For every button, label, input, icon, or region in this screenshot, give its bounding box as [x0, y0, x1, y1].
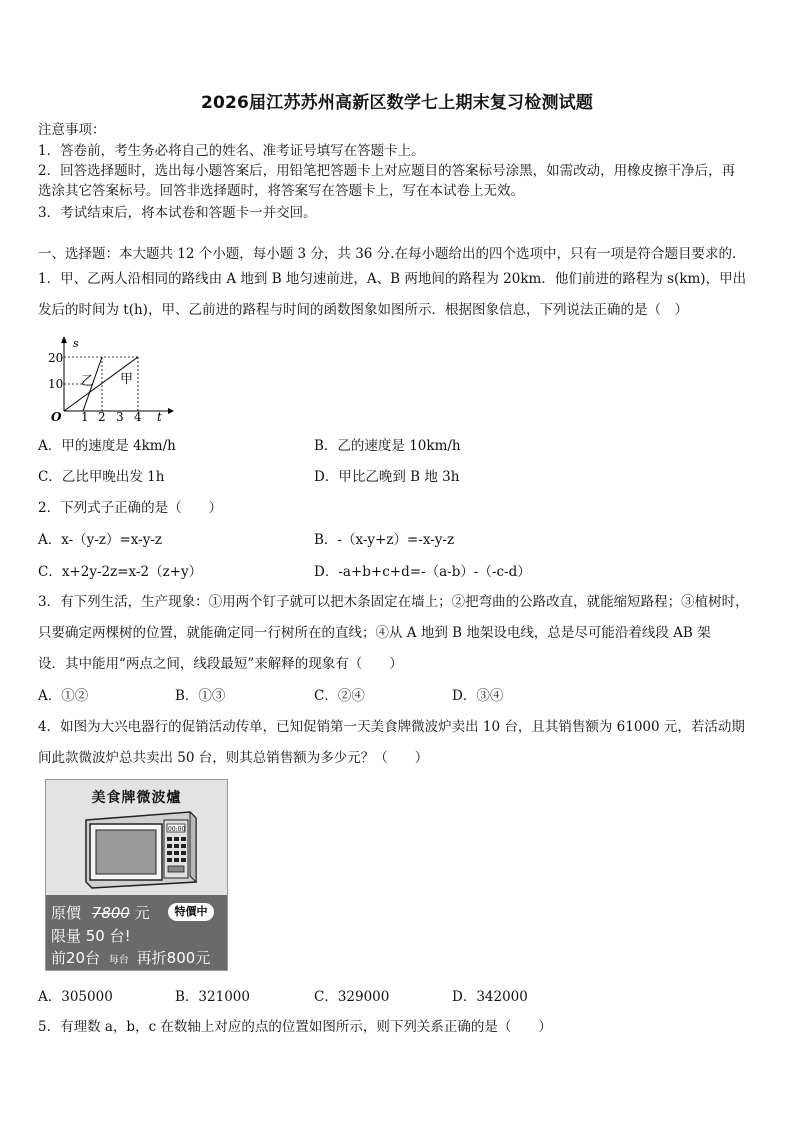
section-heading: 一、选择题：本大题共 12 个小题，每小题 3 分，共 36 分.在每小题给出的四个选项中，只有一项是符合题目要求的.: [38, 246, 737, 262]
price-label: 原價: [51, 904, 82, 922]
flyer-limit: 限量 50 台!: [51, 927, 131, 945]
q3-option-a: A．①②: [38, 688, 89, 704]
x-tick-2: 2: [98, 410, 106, 424]
notice-item-2-cont: 选涂其它答案标号。回答非选择题时，将答案写在答题卡上，写在本试卷上无效。: [38, 183, 524, 199]
q3-stem-line2: 只要确定两棵树的位置，就能确定同一行树所在的直线；④从 A 地到 B 地架设电线，总是尽可能沿着线段 AB 架: [38, 625, 711, 641]
q2-option-d: D．-a+b+c+d=-（a-b）-（-c-d）: [314, 564, 531, 580]
q3-stem-line3: 设．其中能用“两点之间，线段最短”来解释的现象有（ ）: [38, 656, 403, 672]
q1-option-d: D．甲比乙晚到 B 地 3h: [314, 469, 460, 485]
q2-option-a: A．x-（y-z）=x-y-z: [38, 532, 163, 548]
promo-flyer-image: [45, 779, 228, 971]
flyer-offer: [51, 947, 210, 968]
q3-option-d: D．③④: [452, 688, 504, 704]
q1-option-c: C．乙比甲晚出发 1h: [38, 469, 165, 485]
q2-stem: 2．下列式子正确的是（ ）: [38, 500, 223, 516]
x-axis-label: t: [157, 410, 162, 424]
price-unit: 元: [134, 904, 150, 922]
x-tick-1: 1: [81, 410, 89, 424]
q4-stem-line1: 4．如图为大兴电器行的促销活动传单，已知促销第一天美食牌微波炉卖出 10 台，且其销售额为 61000 元，若活动期: [38, 719, 745, 735]
y-axis-label: s: [73, 337, 79, 350]
q1-stem-line2: 发后的时间为 t(h)，甲、乙前进的路程与时间的函数图象如图所示．根据图象信息，下列说法正确的是（ ）: [38, 302, 688, 318]
q1-option-b: B．乙的速度是 10km/h: [314, 438, 461, 454]
q2-option-b: B．-（x-y+z）=-x-y-z: [314, 532, 455, 548]
line-yi-label: 乙: [81, 374, 95, 389]
notice-item-1: 1．答卷前，考生务必将自己的姓名、准考证号填写在答题卡上。: [38, 143, 425, 159]
flyer-title: 美食牌微波爐: [91, 790, 182, 806]
line-jia-label: 甲: [120, 372, 134, 387]
q1-function-graph: [40, 333, 175, 425]
q4-stem-line2: 间此款微波炉总共卖出 50 台，则其总销售额为多少元？（ ）: [38, 750, 429, 766]
flyer-original-price: [51, 902, 150, 923]
notice-item-2: 2．回答选择题时，选出每小题答案后，用铅笔把答题卡上对应题目的答案标号涂黑，如需改动，用橡皮擦干净后，再: [38, 163, 736, 179]
special-price-badge: 特價中: [168, 903, 214, 921]
q3-option-b: B．①③: [175, 688, 226, 704]
q2-option-c: C．x+2y-2z=x-2（z+y）: [38, 564, 203, 580]
q4-option-b: B．321000: [175, 989, 250, 1005]
offer-first-20: 前20台: [51, 949, 101, 967]
q4-option-c: C．329000: [314, 989, 390, 1005]
flyer-price-panel: [46, 895, 227, 970]
x-tick-4: 4: [134, 410, 142, 424]
q4-option-d: D．342000: [452, 989, 528, 1005]
q3-stem-line1: 3．有下列生活，生产现象：①用两个钉子就可以把木条固定在墙上；②把弯曲的公路改直，就能缩短路程；③植树时，: [38, 594, 749, 610]
x-axis-arrow: [168, 408, 174, 414]
offer-each: 每台: [108, 955, 129, 966]
page-title: 2026届江苏苏州高新区数学七上期末复习检测试题: [200, 93, 594, 113]
q3-option-c: C．②④: [314, 688, 365, 704]
q1-stem-line1: 1．甲、乙两人沿相同的路线由 A 地到 B 地匀速前进，A、B 两地间的路程为 20km．他们前进的路程为 s(km)，甲出: [38, 271, 747, 287]
offer-discount: 再折800元: [136, 949, 211, 967]
origin-label: O: [51, 410, 62, 424]
x-tick-3: 3: [116, 410, 124, 424]
flyer-top-panel: [46, 780, 227, 895]
price-value: 7800: [91, 904, 130, 922]
y-tick-20: 20: [48, 351, 64, 365]
q1-option-a: A．甲的速度是 4km/h: [38, 438, 176, 454]
microwave-icon: [78, 810, 200, 890]
y-tick-10: 10: [48, 377, 64, 391]
q5-stem: 5．有理数 a，b，c 在数轴上对应的点的位置如图所示，则下列关系正确的是（ ）: [38, 1019, 552, 1035]
y-axis-arrow: [61, 336, 67, 343]
notice-heading: 注意事项：: [38, 122, 106, 138]
q4-option-a: A．305000: [38, 989, 113, 1005]
notice-item-3: 3．考试结束后，将本试卷和答题卡一并交回。: [38, 205, 317, 221]
microwave-display: 00:00: [168, 826, 186, 833]
